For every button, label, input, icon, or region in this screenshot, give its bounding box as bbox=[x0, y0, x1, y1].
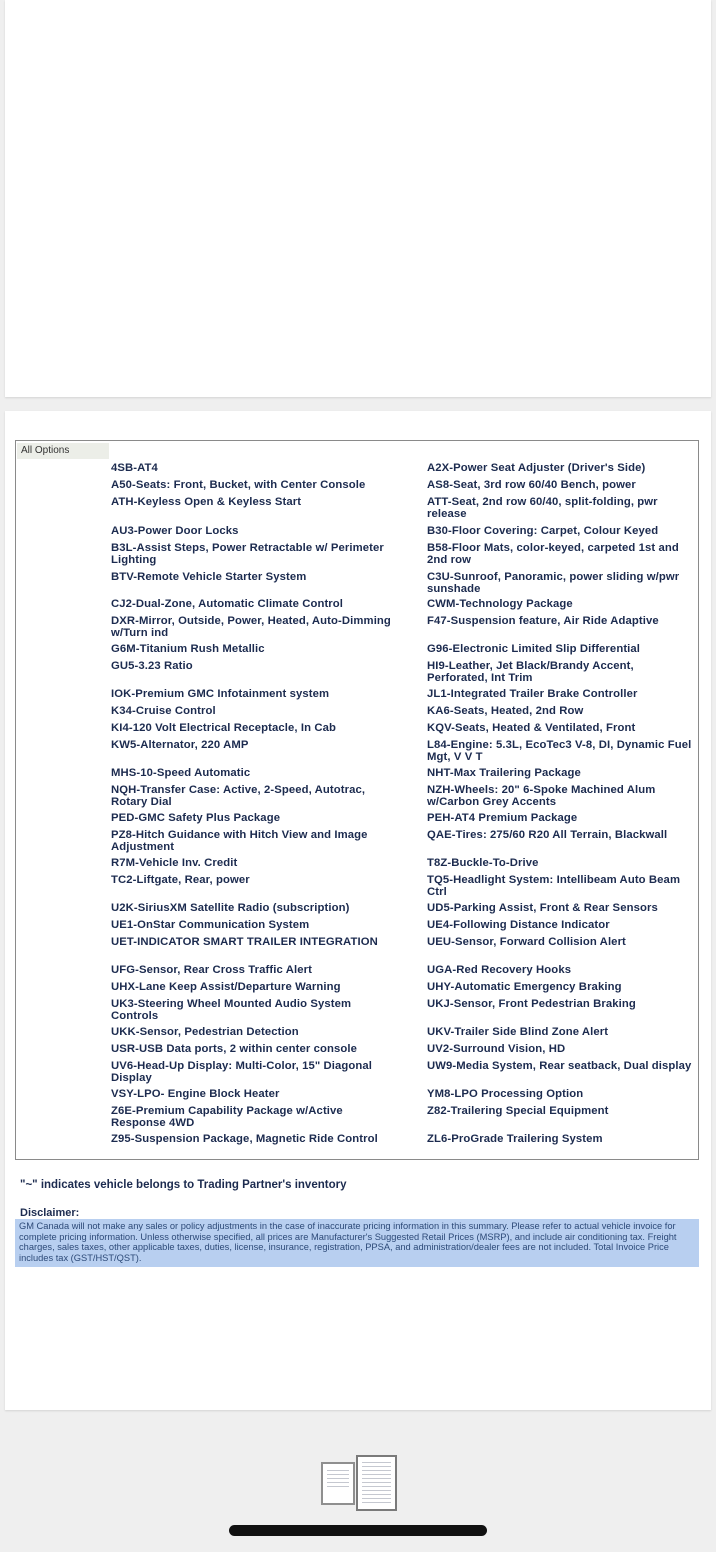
option-item: CWM-Technology Package bbox=[427, 598, 573, 610]
disclaimer-title: Disclaimer: bbox=[20, 1207, 80, 1219]
option-item: IOK-Premium GMC Infotainment system bbox=[111, 688, 330, 700]
option-item: UE1-OnStar Communication System bbox=[111, 919, 310, 931]
option-item: Z82-Trailering Special Equipment bbox=[427, 1105, 609, 1117]
option-item: CJ2-Dual-Zone, Automatic Climate Control bbox=[111, 598, 344, 610]
all-options-table bbox=[15, 440, 699, 1160]
document-page-2 bbox=[5, 411, 711, 1410]
option-item: A2X-Power Seat Adjuster (Driver's Side) bbox=[427, 462, 646, 474]
option-item: QAE-Tires: 275/60 R20 All Terrain, Blackwall bbox=[427, 829, 668, 841]
option-item: BTV-Remote Vehicle Starter System bbox=[111, 571, 307, 583]
option-item: UW9-Media System, Rear seatback, Dual display bbox=[427, 1060, 692, 1072]
page-thumbnail-2[interactable] bbox=[356, 1455, 397, 1511]
all-options-label: All Options bbox=[17, 443, 109, 459]
option-item: ATT-Seat, 2nd row 60/40, split-folding, pwr release bbox=[427, 496, 658, 520]
option-item: KW5-Alternator, 220 AMP bbox=[111, 739, 249, 751]
option-item: KQV-Seats, Heated & Ventilated, Front bbox=[427, 722, 636, 734]
option-item: UGA-Red Recovery Hooks bbox=[427, 964, 572, 976]
option-item: Z95-Suspension Package, Magnetic Ride Control bbox=[111, 1133, 378, 1145]
option-item: 4SB-AT4 bbox=[111, 462, 158, 474]
option-item: G96-Electronic Limited Slip Differential bbox=[427, 643, 641, 655]
option-item: PED-GMC Safety Plus Package bbox=[111, 812, 281, 824]
option-item: TC2-Liftgate, Rear, power bbox=[111, 874, 250, 886]
option-item: B30-Floor Covering: Carpet, Colour Keyed bbox=[427, 525, 659, 537]
document-page-1 bbox=[5, 0, 711, 397]
option-item: UKK-Sensor, Pedestrian Detection bbox=[111, 1026, 299, 1038]
option-item: HI9-Leather, Jet Black/Brandy Accent, Perforated, Int Trim bbox=[427, 660, 634, 684]
option-item: R7M-Vehicle Inv. Credit bbox=[111, 857, 238, 869]
option-item: F47-Suspension feature, Air Ride Adaptive bbox=[427, 615, 659, 627]
option-item: PZ8-Hitch Guidance with Hitch View and Image Adjustment bbox=[111, 829, 368, 853]
option-item: TQ5-Headlight System: Intellibeam Auto Beam Ctrl bbox=[427, 874, 681, 898]
option-item: YM8-LPO Processing Option bbox=[427, 1088, 584, 1100]
trading-partner-note: "~" indicates vehicle belongs to Trading Partner's inventory bbox=[20, 1179, 347, 1191]
option-item: NZH-Wheels: 20" 6-Spoke Machined Alum w/Carbon Grey Accents bbox=[427, 784, 656, 808]
option-item: AS8-Seat, 3rd row 60/40 Bench, power bbox=[427, 479, 636, 491]
option-item: UE4-Following Distance Indicator bbox=[427, 919, 610, 931]
option-item: UEU-Sensor, Forward Collision Alert bbox=[427, 936, 626, 948]
option-item: JL1-Integrated Trailer Brake Controller bbox=[427, 688, 638, 700]
option-item: NHT-Max Trailering Package bbox=[427, 767, 581, 779]
option-item: UHY-Automatic Emergency Braking bbox=[427, 981, 622, 993]
option-item: DXR-Mirror, Outside, Power, Heated, Auto-Dimming w/Turn ind bbox=[111, 615, 391, 639]
option-item: A50-Seats: Front, Bucket, with Center Console bbox=[111, 479, 366, 491]
option-item: G6M-Titanium Rush Metallic bbox=[111, 643, 265, 655]
option-item: GU5-3.23 Ratio bbox=[111, 660, 193, 672]
disclaimer-text: GM Canada will not make any sales or policy adjustments in the case of inaccurate pricing information in this summary. Please refer to actual vehicle invoice for complete pricing information. Unless otherwise specified, all prices are Manufacturer's Suggested Retail Prices (MSRP), and include air conditioning tax. Freight charges, sales taxes, other applicable taxes, duties, license, insurance, registration, PPSA, and administration/dealer fees are not included. Total Invoice Price includes tax (GST/HST/QST). bbox=[15, 1219, 699, 1267]
option-item: ZL6-ProGrade Trailering System bbox=[427, 1133, 603, 1145]
page-thumbnails bbox=[321, 1455, 397, 1511]
page-thumbnail-1[interactable] bbox=[321, 1462, 355, 1505]
option-item: PEH-AT4 Premium Package bbox=[427, 812, 578, 824]
option-item: C3U-Sunroof, Panoramic, power sliding w/pwr sunshade bbox=[427, 571, 680, 595]
option-item: K34-Cruise Control bbox=[111, 705, 216, 717]
option-item: U2K-SiriusXM Satellite Radio (subscription) bbox=[111, 902, 350, 914]
option-item: USR-USB Data ports, 2 within center console bbox=[111, 1043, 357, 1055]
option-item: UK3-Steering Wheel Mounted Audio System Controls bbox=[111, 998, 352, 1022]
option-item: UD5-Parking Assist, Front & Rear Sensors bbox=[427, 902, 658, 914]
home-indicator bbox=[229, 1525, 487, 1536]
option-item: ATH-Keyless Open & Keyless Start bbox=[111, 496, 302, 508]
option-item: UET-INDICATOR SMART TRAILER INTEGRATION bbox=[111, 936, 378, 948]
option-item: UFG-Sensor, Rear Cross Traffic Alert bbox=[111, 964, 312, 976]
option-item: AU3-Power Door Locks bbox=[111, 525, 239, 537]
option-item: UKJ-Sensor, Front Pedestrian Braking bbox=[427, 998, 636, 1010]
option-item: T8Z-Buckle-To-Drive bbox=[427, 857, 539, 869]
option-item: L84-Engine: 5.3L, EcoTec3 V-8, DI, Dynamic Fuel Mgt, V V T bbox=[427, 739, 692, 763]
option-item: Z6E-Premium Capability Package w/Active Response 4WD bbox=[111, 1105, 343, 1129]
option-item: UV6-Head-Up Display: Multi-Color, 15" Diagonal Display bbox=[111, 1060, 373, 1084]
option-item: KA6-Seats, Heated, 2nd Row bbox=[427, 705, 584, 717]
option-item: VSY-LPO- Engine Block Heater bbox=[111, 1088, 280, 1100]
option-item: KI4-120 Volt Electrical Receptacle, In Cab bbox=[111, 722, 336, 734]
option-item: UHX-Lane Keep Assist/Departure Warning bbox=[111, 981, 341, 993]
option-item: MHS-10-Speed Automatic bbox=[111, 767, 251, 779]
option-item: B58-Floor Mats, color-keyed, carpeted 1st and 2nd row bbox=[427, 542, 679, 566]
option-item: UKV-Trailer Side Blind Zone Alert bbox=[427, 1026, 609, 1038]
option-item: NQH-Transfer Case: Active, 2-Speed, Autotrac, Rotary Dial bbox=[111, 784, 366, 808]
option-item: UV2-Surround Vision, HD bbox=[427, 1043, 566, 1055]
option-item: B3L-Assist Steps, Power Retractable w/ Perimeter Lighting bbox=[111, 542, 384, 566]
